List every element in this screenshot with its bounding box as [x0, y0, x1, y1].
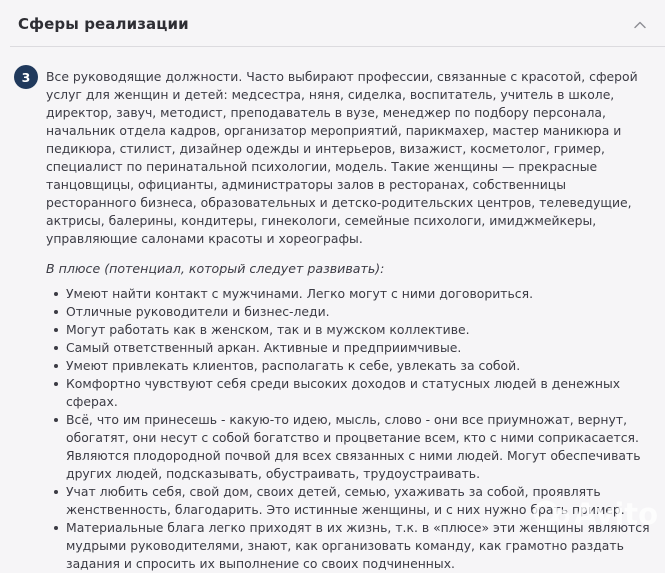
watermark-text: Avito: [574, 497, 659, 530]
list-item: Могут работать как в женском, так и в мужском коллективе.: [52, 321, 650, 339]
section-header[interactable]: [0, 0, 665, 46]
potential-list: [52, 285, 650, 573]
list-item: Учат любить себя, свой дом, своих детей, семью, ухаживать за собой, проявлять женственность, благодарить. Это истинные женщины, и с них нужно брать пример.: [52, 483, 650, 519]
chevron-up-icon: [633, 17, 647, 32]
list-item: Умеют привлекать клиентов, располагать к себе, увлекать за собой.: [52, 357, 650, 375]
list-item: Комфортно чувствуют себя среди высоких доходов и статусных людей в денежных сферах.: [52, 375, 650, 411]
list-item: Самый ответственный аркан. Активные и предприимчивые.: [52, 339, 650, 357]
list-item: Материальные блага легко приходят в их жизнь, т.к. в «плюсе» эти женщины являются мудрыми руководителями, знают, как организовать команду, как грамотно раздать задания и спросить их выполнение со своих подчиненных.: [52, 519, 650, 573]
number-badge: 3: [14, 65, 38, 89]
plus-potential-subheading: В плюсе (потенциал, который следует развивать):: [46, 261, 385, 276]
numbered-paragraph-row: [14, 65, 650, 248]
intro-paragraph: Все руководящие должности. Часто выбирают профессии, связанные с красотой, сферой услуг для женщин и детей: медсестра, няня, сиделка, воспитатель, учитель в школе, директор, завуч, методист, преподаватель в вузе, менеджер по подбору персонала, начальник отдела кадров, организатор мероприятий, парикмахер, мастер маникюра и педикюра, стилист, дизайнер одежды и интерьеров, визажист, косметолог, гример, специалист по перинатальной психологии, модель. Такие женщины — прекрасные танцовщицы, официанты, администраторы залов в ресторанах, собственницы ресторанного бизнеса, образовательных и детско-родительских центров, телеведущие, актрисы, балерины, кондитеры, гинекологи, семейные психологи, имиджмейкеры, управляющие салонами красоты и хореографы.: [46, 69, 638, 246]
list-item: Всё, что им принесешь - какую-то идею, мысль, слово - они все приумножат, вернут, обогатят, они несут с собой богатство и процветание всем, кто с ними соприкасается. Являются плодородной почвой для всех связанных с ними людей. Могут обеспечивать других людей, подсказывать, обустраивать, трудоустраивать.: [52, 411, 650, 483]
collapse-section-button[interactable]: [631, 18, 649, 31]
section-content: [0, 47, 665, 573]
section-title: Сферы реализации: [18, 15, 189, 33]
list-item: Отличные руководители и бизнес-леди.: [52, 303, 650, 321]
list-item: Умеют найти контакт с мужчинами. Легко могут с ними договориться.: [52, 285, 650, 303]
